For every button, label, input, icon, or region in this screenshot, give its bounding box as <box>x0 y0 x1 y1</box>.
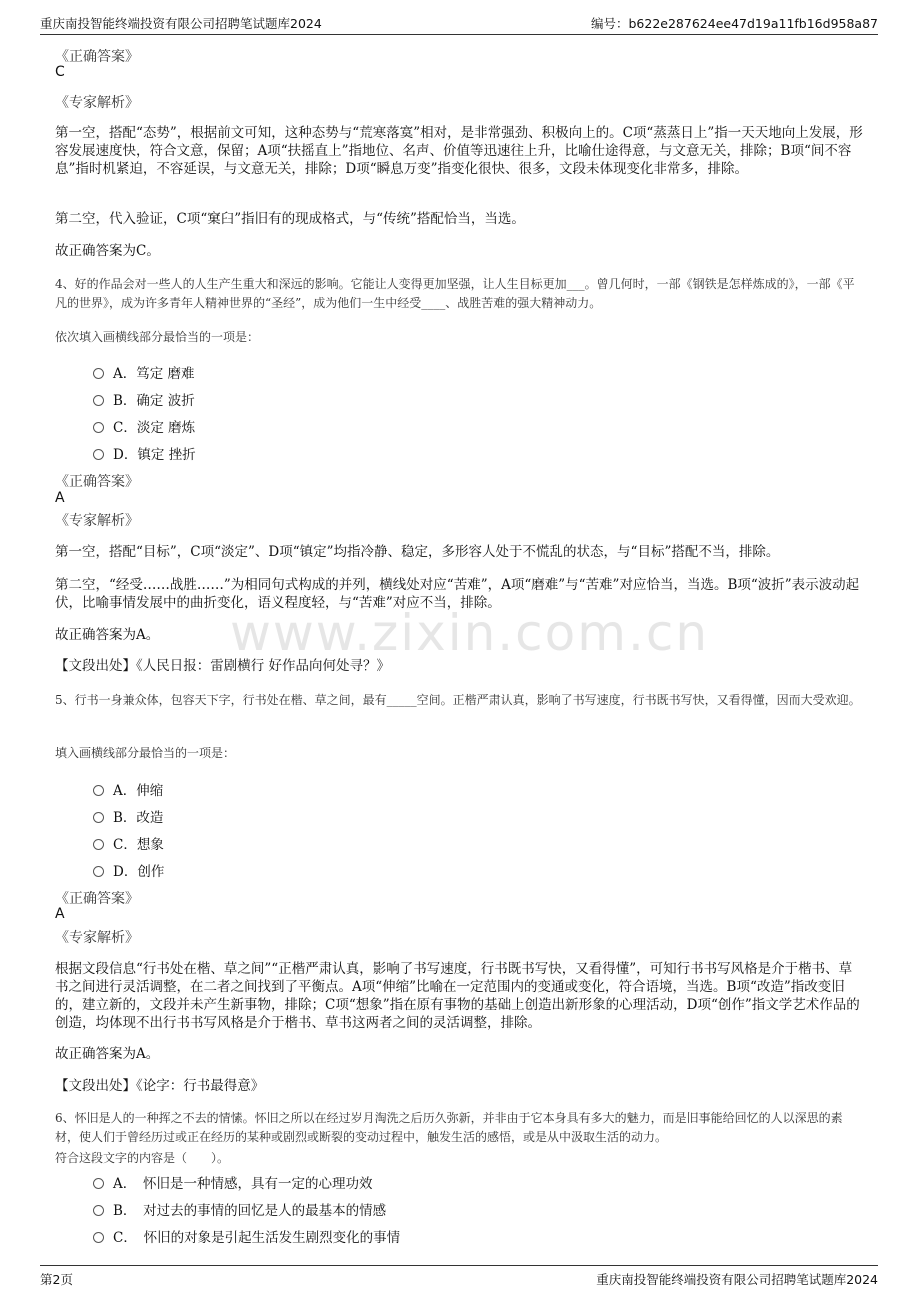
radio-icon[interactable] <box>93 1232 104 1243</box>
question-prompt: 依次填入画横线部分最恰当的一项是： <box>55 330 260 344</box>
radio-icon[interactable] <box>93 395 104 406</box>
answer-heading: 《正确答案》 <box>55 49 139 65</box>
header-title: 重庆南投智能终端投资有限公司招聘笔试题库2024 <box>40 16 322 31</box>
option-label: D．镇定 挫折 <box>113 447 196 463</box>
option-c[interactable] <box>93 833 164 853</box>
question-stem: 4、好的作品会对一些人的人生产生重大和深远的影响。它能让人变得更加坚强，让人生目标更加___。曾几何时，一部《钢铁是怎样炼成的》，一部《平凡的世界》，成为许多青年人精神世界的“圣经”，成为他们一生中经受____、战胜苦难的强大精神动力。 <box>55 277 855 310</box>
radio-icon[interactable] <box>93 449 104 460</box>
analysis-paragraph: 根据文段信息“行书处在楷、草之间”“正楷严肃认真，影响了书写速度，行书既书写快，又看得懂”，可知行书书写风格是介于楷书、草书之间进行灵活调整，在二者之间找到了平衡点。A项“伸缩”比喻在一定范围内的变通或变化，符合语境，当选。B项“改造”指改变旧的，建立新的，文段并未产生新事物，排除；C项“想象”指在原有事物的基础上创造出新形象的心理活动，D项“创作”指文学艺术作品的创造，均体现不出行书书写风格是介于楷书、草书这两者之间的灵活调整，排除。 <box>55 961 860 1031</box>
option-label: B．改造 <box>113 810 164 826</box>
source-citation: 【文段出处】《人民日报：雷剧横行 好作品向何处寻？》 <box>55 658 391 674</box>
radio-icon[interactable] <box>93 812 104 823</box>
source-citation: 【文段出处】《论字：行书最得意》 <box>55 1078 265 1094</box>
option-label: D．创作 <box>113 864 165 880</box>
analysis-paragraph: 第一空，搭配“态势”，根据前文可知，这种态势与“荒寒落寞”相对，是非常强劲、积极向上的。C项“蒸蒸日上”指一天天地向上发展，形容发展速度快，符合文意，保留；A项“扶摇直上”指地位、名声、价值等迅速往上升，比喻仕途得意，与文意无关，排除；B项“间不容息”指时机紧迫，不容延误，与文意无关，排除；D项“瞬息万变”指变化很快、很多，文段未体现变化非常多，排除。 <box>55 125 863 177</box>
page-footer <box>40 1265 878 1287</box>
option-label: C．淡定 磨炼 <box>113 420 196 436</box>
analysis-paragraph: 第二空，代入验证，C项“窠臼”指旧有的现成格式，与“传统”搭配恰当，当选。 <box>55 211 525 227</box>
radio-icon[interactable] <box>93 422 104 433</box>
radio-icon[interactable] <box>93 839 104 850</box>
question-stem: 6、怀旧是人的一种挥之不去的情愫。怀旧之所以在经过岁月淘洗之后历久弥新，并非由于它本身具有多大的魅力，而是旧事能给回忆的人以深思的素材，使人们于曾经历过或正在经历的某种或剧烈或断裂的变动过程中，触发生活的感悟，或是从中汲取生活的动力。 <box>55 1111 843 1144</box>
option-label: C． 怀旧的对象是引起生活发生剧烈变化的事情 <box>113 1230 401 1246</box>
page-number: 第2页 <box>40 1272 73 1287</box>
answer-heading: 《正确答案》 <box>55 891 139 907</box>
analysis-heading: 《专家解析》 <box>55 930 139 946</box>
analysis-conclusion: 故正确答案为C。 <box>55 243 160 259</box>
option-c[interactable] <box>93 1226 400 1246</box>
question-stem: 5、行书一身兼众体，包容天下字，行书处在楷、草之间，最有_____空间。正楷严肃认真，影响了书写速度，行书既书写快，又看得懂，因而大受欢迎。 <box>55 693 861 707</box>
radio-icon[interactable] <box>93 1178 104 1189</box>
option-label: A．笃定 磨难 <box>113 366 195 382</box>
question-prompt: 填入画横线部分最恰当的一项是： <box>55 746 236 760</box>
option-label: B． 对过去的事情的回忆是人的最基本的情感 <box>113 1203 387 1219</box>
option-c[interactable] <box>93 416 195 436</box>
option-b[interactable] <box>93 806 163 826</box>
radio-icon[interactable] <box>93 368 104 379</box>
page-header <box>40 12 878 35</box>
correct-answer: A <box>55 906 65 922</box>
radio-icon[interactable] <box>93 785 104 796</box>
option-b[interactable] <box>93 389 195 409</box>
analysis-paragraph: 第一空，搭配“目标”，C项“淡定”、D项“镇定”均指冷静、稳定，多形容人处于不慌乱的状态，与“目标”搭配不当，排除。 <box>55 544 780 560</box>
analysis-conclusion: 故正确答案为A。 <box>55 1046 160 1062</box>
footer-title: 重庆南投智能终端投资有限公司招聘笔试题库2024 <box>596 1272 878 1287</box>
option-d[interactable] <box>93 443 196 463</box>
option-b[interactable] <box>93 1199 386 1219</box>
option-a[interactable] <box>93 1172 373 1192</box>
header-doc-id: 编号：b622e287624ee47d19a11fb16d958a87 <box>591 16 878 31</box>
analysis-paragraph: 第二空，“经受……战胜……”为相同句式构成的并列，横线处对应“苦难”，A项“磨难”与“苦难”对应恰当，当选。B项“波折”表示波动起伏，比喻事情发展中的曲折变化，语义程度轻，与“苦难”对应不当，排除。 <box>55 577 860 611</box>
option-label: C．想象 <box>113 837 164 853</box>
answer-heading: 《正确答案》 <box>55 474 139 490</box>
analysis-heading: 《专家解析》 <box>55 513 139 529</box>
correct-answer: A <box>55 490 65 506</box>
question-prompt: 符合这段文字的内容是（ ）。 <box>55 1151 230 1165</box>
watermark: www.zixin.com.cn <box>230 604 710 662</box>
option-d[interactable] <box>93 860 164 880</box>
option-a[interactable] <box>93 779 163 799</box>
analysis-conclusion: 故正确答案为A。 <box>55 627 160 643</box>
option-label: A． 怀旧是一种情感，具有一定的心理功效 <box>113 1176 373 1192</box>
correct-answer: C <box>55 64 65 80</box>
analysis-heading: 《专家解析》 <box>55 95 139 111</box>
option-a[interactable] <box>93 362 195 382</box>
radio-icon[interactable] <box>93 866 104 877</box>
option-label: B．确定 波折 <box>113 393 195 409</box>
radio-icon[interactable] <box>93 1205 104 1216</box>
option-label: A．伸缩 <box>113 783 164 799</box>
